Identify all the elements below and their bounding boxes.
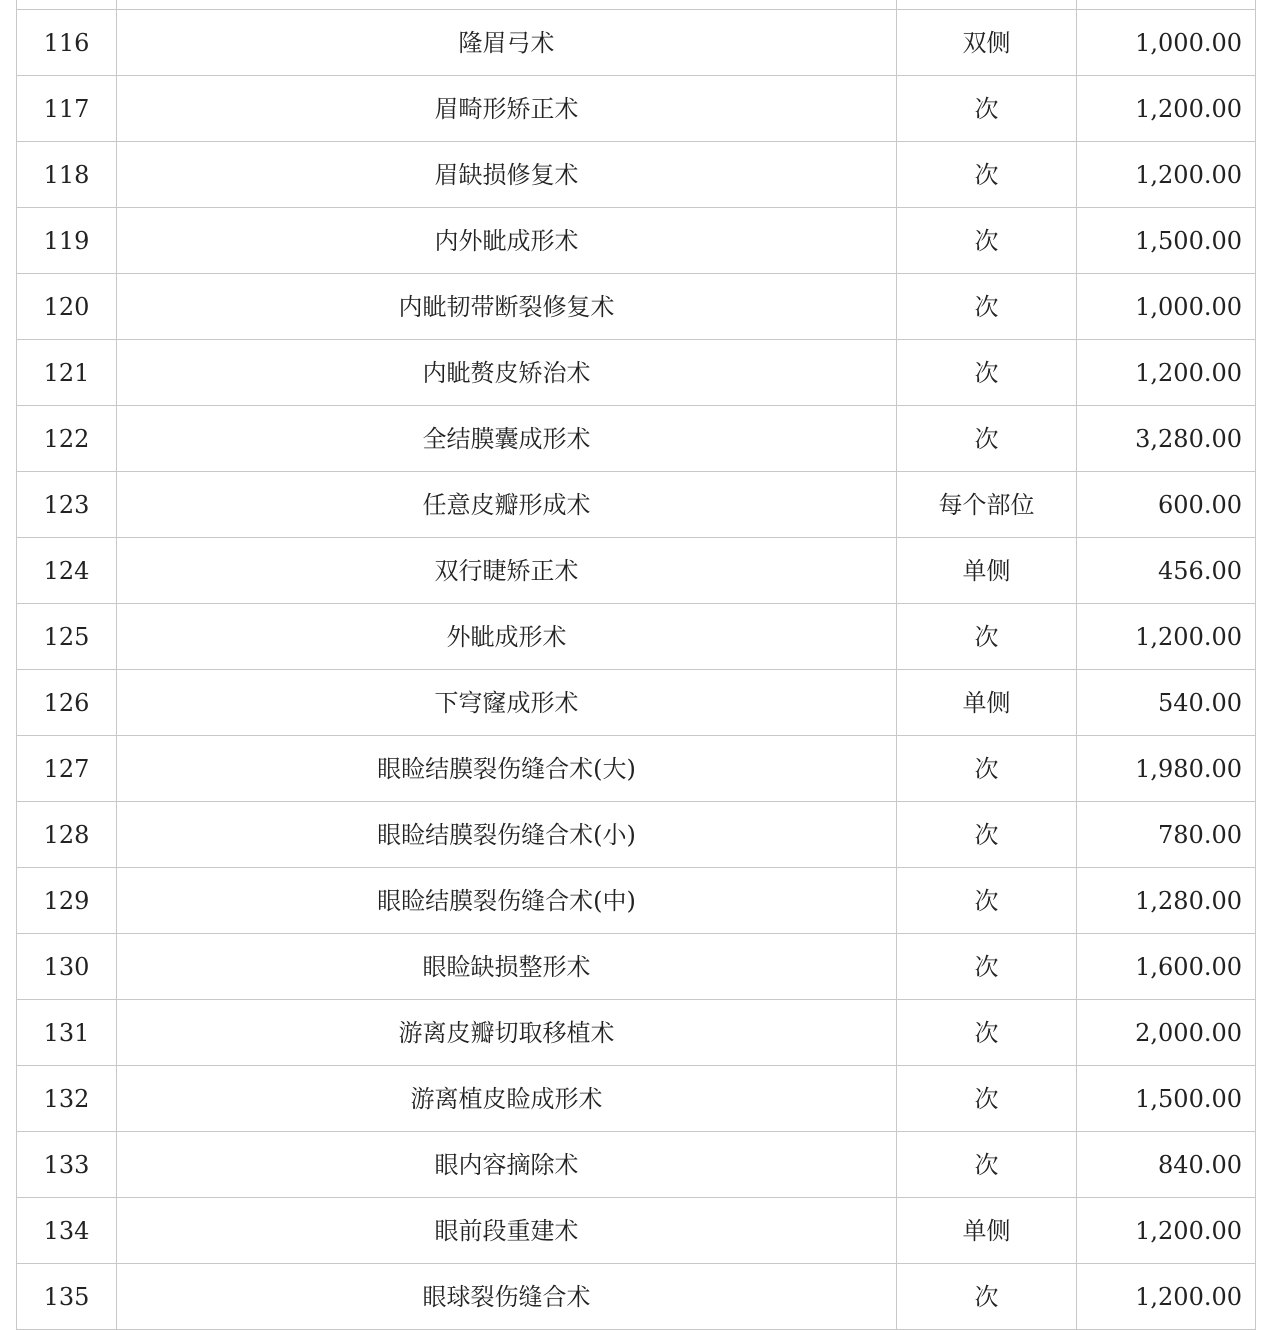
row-number: 131: [17, 1000, 117, 1066]
table-row: [17, 472, 1256, 538]
item-price: 1,280.00: [1077, 868, 1256, 934]
item-unit: 次: [897, 736, 1077, 802]
item-price: 1,980.00: [1077, 736, 1256, 802]
item-unit: 次: [897, 868, 1077, 934]
item-price: 1,200.00: [1077, 142, 1256, 208]
item-unit: 次: [897, 1132, 1077, 1198]
item-name: 游离皮瓣切取移植术: [117, 1000, 897, 1066]
item-name: 眼睑结膜裂伤缝合术(大): [117, 736, 897, 802]
item-name: 全结膜囊成形术: [117, 406, 897, 472]
item-name: 眼前段重建术: [117, 1198, 897, 1264]
item-price: 1,200.00: [1077, 1198, 1256, 1264]
table-row: [17, 1264, 1256, 1330]
item-name: 眼球裂伤缝合术: [117, 1264, 897, 1330]
row-number: [17, 0, 117, 10]
item-name: 双行睫矫正术: [117, 538, 897, 604]
row-number: 118: [17, 142, 117, 208]
row-number: 119: [17, 208, 117, 274]
item-price: 1,000.00: [1077, 274, 1256, 340]
item-unit: 次: [897, 76, 1077, 142]
item-unit: 次: [897, 208, 1077, 274]
item-name: 眼睑缺损整形术: [117, 934, 897, 1000]
price-table: [16, 0, 1256, 1330]
item-unit: 双侧: [897, 10, 1077, 76]
row-number: 133: [17, 1132, 117, 1198]
item-price: 1,200.00: [1077, 1264, 1256, 1330]
row-number: 129: [17, 868, 117, 934]
item-unit: 次: [897, 934, 1077, 1000]
table-row: [17, 1198, 1256, 1264]
row-number: 135: [17, 1264, 117, 1330]
item-price: 1,500.00: [1077, 1066, 1256, 1132]
item-name: 隆眉弓术: [117, 10, 897, 76]
row-number: 116: [17, 10, 117, 76]
item-price: [1077, 0, 1256, 10]
row-number: 124: [17, 538, 117, 604]
row-number: 132: [17, 1066, 117, 1132]
item-unit: 次: [897, 1000, 1077, 1066]
item-price: 1,200.00: [1077, 76, 1256, 142]
table-row: [17, 1000, 1256, 1066]
table-row: [17, 670, 1256, 736]
item-name: 任意皮瓣形成术: [117, 472, 897, 538]
item-price: 1,200.00: [1077, 604, 1256, 670]
item-name: 内外眦成形术: [117, 208, 897, 274]
row-number: 130: [17, 934, 117, 1000]
item-unit: [897, 0, 1077, 10]
item-price: 540.00: [1077, 670, 1256, 736]
item-name: 眼内容摘除术: [117, 1132, 897, 1198]
table-row: [17, 142, 1256, 208]
item-price: 1,600.00: [1077, 934, 1256, 1000]
item-price: 600.00: [1077, 472, 1256, 538]
item-unit: 单侧: [897, 1198, 1077, 1264]
item-price: 2,000.00: [1077, 1000, 1256, 1066]
item-unit: 次: [897, 802, 1077, 868]
table-row: [17, 340, 1256, 406]
item-unit: 次: [897, 1264, 1077, 1330]
item-price: 1,000.00: [1077, 10, 1256, 76]
item-unit: 每个部位: [897, 472, 1077, 538]
table-row: [17, 76, 1256, 142]
item-unit: 次: [897, 340, 1077, 406]
item-unit: 次: [897, 274, 1077, 340]
item-name: 内眦韧带断裂修复术: [117, 274, 897, 340]
item-unit: 单侧: [897, 538, 1077, 604]
row-number: 121: [17, 340, 117, 406]
row-number: 127: [17, 736, 117, 802]
table-row: [17, 0, 1256, 10]
item-name: [117, 0, 897, 10]
item-unit: 次: [897, 604, 1077, 670]
item-name: 外眦成形术: [117, 604, 897, 670]
table-row: [17, 10, 1256, 76]
item-price: 1,200.00: [1077, 340, 1256, 406]
row-number: 128: [17, 802, 117, 868]
item-name: 眉畸形矫正术: [117, 76, 897, 142]
table-row: [17, 538, 1256, 604]
row-number: 123: [17, 472, 117, 538]
item-unit: 单侧: [897, 670, 1077, 736]
row-number: 125: [17, 604, 117, 670]
row-number: 117: [17, 76, 117, 142]
table-row: [17, 868, 1256, 934]
item-name: 内眦赘皮矫治术: [117, 340, 897, 406]
item-price: 780.00: [1077, 802, 1256, 868]
item-name: 下穹窿成形术: [117, 670, 897, 736]
table-row: [17, 934, 1256, 1000]
item-price: 456.00: [1077, 538, 1256, 604]
item-unit: 次: [897, 406, 1077, 472]
table-row: [17, 802, 1256, 868]
table-row: [17, 274, 1256, 340]
item-price: 1,500.00: [1077, 208, 1256, 274]
table-body: [17, 0, 1256, 1330]
item-name: 眼睑结膜裂伤缝合术(中): [117, 868, 897, 934]
item-price: 840.00: [1077, 1132, 1256, 1198]
item-name: 游离植皮睑成形术: [117, 1066, 897, 1132]
row-number: 126: [17, 670, 117, 736]
row-number: 120: [17, 274, 117, 340]
item-unit: 次: [897, 142, 1077, 208]
table-row: [17, 1066, 1256, 1132]
table-row: [17, 208, 1256, 274]
table-row: [17, 736, 1256, 802]
item-name: 眼睑结膜裂伤缝合术(小): [117, 802, 897, 868]
item-unit: 次: [897, 1066, 1077, 1132]
table-row: [17, 604, 1256, 670]
row-number: 134: [17, 1198, 117, 1264]
row-number: 122: [17, 406, 117, 472]
item-name: 眉缺损修复术: [117, 142, 897, 208]
item-price: 3,280.00: [1077, 406, 1256, 472]
table-row: [17, 1132, 1256, 1198]
table-row: [17, 406, 1256, 472]
price-table-sheet: [16, 0, 1242, 1330]
